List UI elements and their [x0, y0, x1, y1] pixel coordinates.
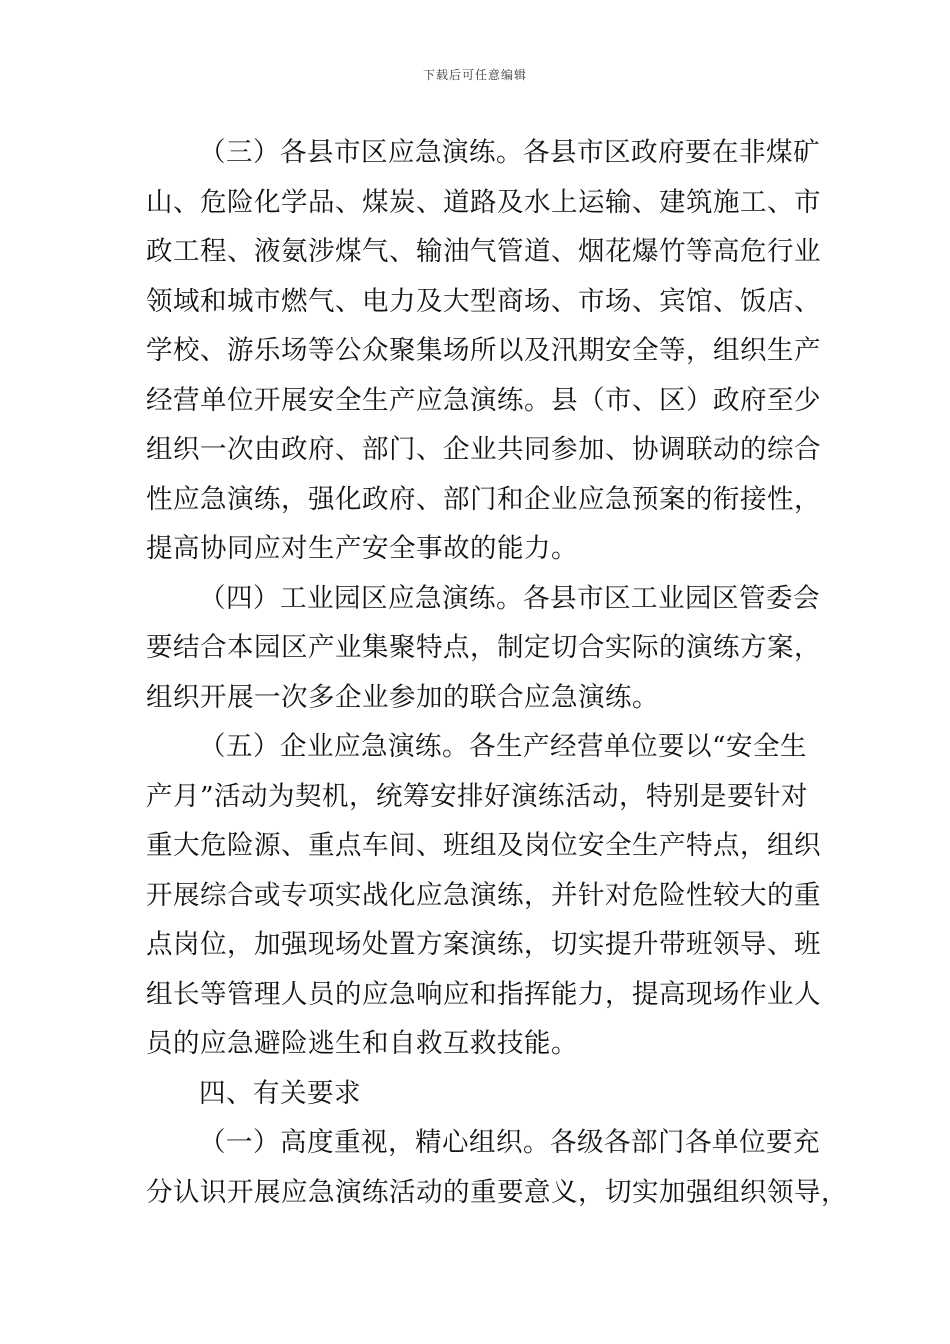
text-line: 组长等管理人员的应急响应和指挥能力，提高现场作业人: [146, 978, 821, 1010]
text-line: （五）企业应急演练。各生产经营单位要以“安全生: [199, 731, 808, 762]
text-line: 性应急演练，强化政府、部门和企业应急预案的衔接性，: [146, 483, 821, 515]
text-line: 提高协同应对生产安全事故的能力。: [146, 533, 578, 564]
section-heading-requirements: [146, 1069, 806, 1119]
document-body: [146, 128, 848, 1217]
paragraph-county-drills: [146, 128, 821, 574]
text-line: 学校、游乐场等公众聚集场所以及汛期安全等，组织生产: [146, 335, 821, 366]
text-line: 经营单位开展安全生产应急演练。县（市、区）政府至少: [146, 384, 821, 416]
text-line: 四、有关要求: [199, 1077, 361, 1109]
paragraph-enterprise-drills: [146, 722, 821, 1069]
text-line: （四）工业园区应急演练。各县市区工业园区管委会: [199, 582, 820, 614]
text-line: 分认识开展应急演练活动的重要意义，切实加强组织领导，: [146, 1176, 848, 1208]
text-line: 政工程、液氨涉煤气、输油气管道、烟花爆竹等高危行业: [146, 236, 821, 267]
text-line: 组织开展一次多企业参加的联合应急演练。: [146, 681, 659, 713]
text-line: 山、危险化学品、煤炭、道路及水上运输、建筑施工、市: [146, 186, 821, 218]
text-line: 员的应急避险逃生和自救互救技能。: [146, 1028, 578, 1059]
paragraph-high-priority: [146, 1118, 848, 1217]
text-line: 点岗位，加强现场处置方案演练，切实提升带班领导、班: [146, 929, 821, 960]
text-line: （三）各县市区应急演练。各县市区政府要在非煤矿: [199, 137, 820, 168]
text-line: （一）高度重视，精心组织。各级各部门各单位要充: [199, 1127, 820, 1158]
paragraph-industrial-park-drills: [146, 574, 821, 723]
text-line: 领域和城市燃气、电力及大型商场、市场、宾馆、饭店、: [146, 285, 821, 317]
text-line: 组织一次由政府、部门、企业共同参加、协调联动的综合: [146, 434, 821, 465]
text-line: 产月”活动为契机，统筹安排好演练活动，特别是要针对: [146, 780, 809, 812]
text-line: 重大危险源、重点车间、班组及岗位安全生产特点，组织: [146, 830, 821, 861]
text-line: 要结合本园区产业集聚特点，制定切合实际的演练方案，: [146, 632, 821, 663]
page-header-note: 下载后可任意编辑: [422, 68, 527, 82]
text-line: 开展综合或专项实战化应急演练，并针对危险性较大的重: [146, 879, 821, 911]
